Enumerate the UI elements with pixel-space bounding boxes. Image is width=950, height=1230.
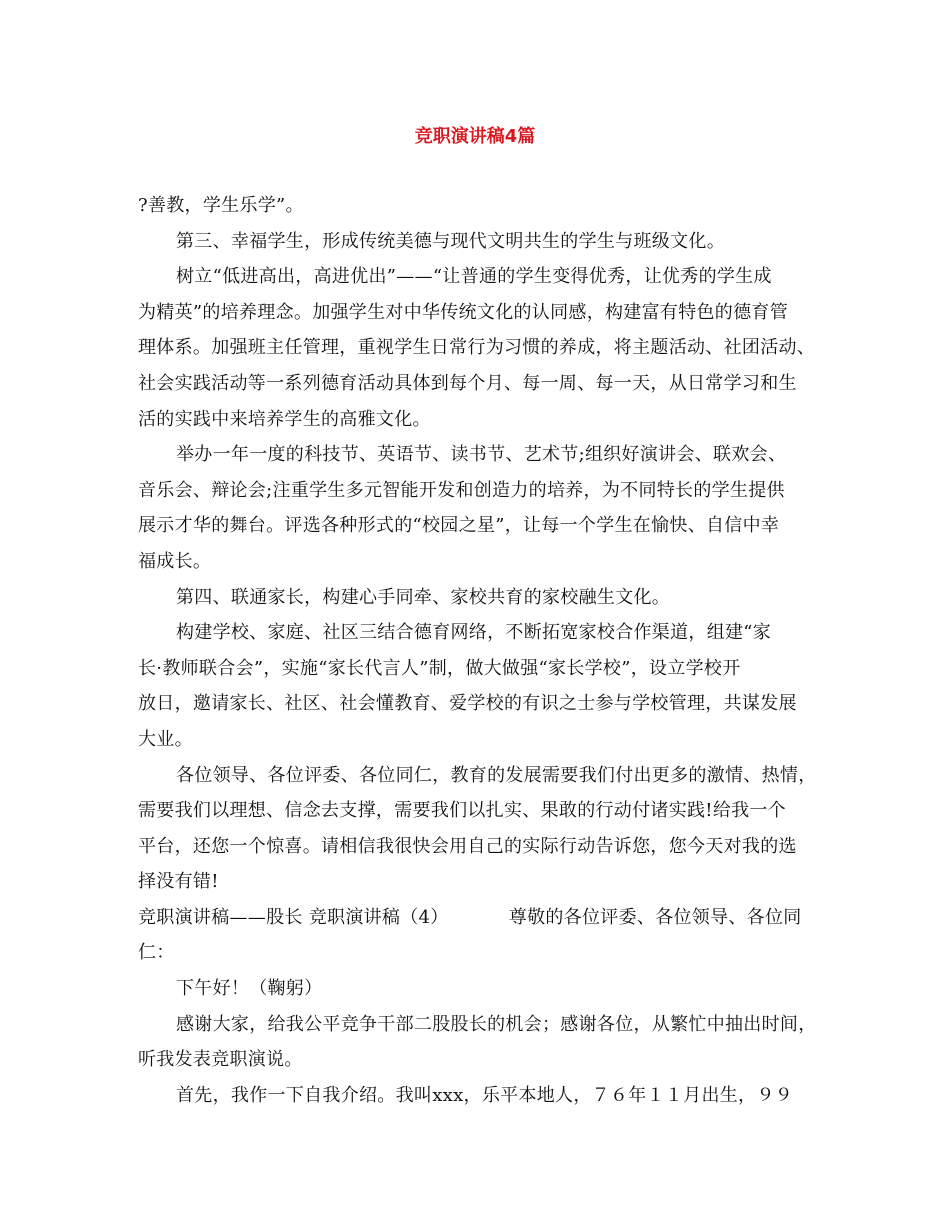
- text-line: 构建学校、家庭、社区三结合德育网络，不断拓宽家校合作渠道，组建“家: [176, 622, 772, 644]
- text-line: 长·教师联合会”，实施“家长代言人”制，做大做强“家长学校”，设立学校开: [138, 657, 741, 679]
- text-line: 感谢大家，给我公平竞争干部二股股长的机会；感谢各位，从繁忙中抽出时间，: [176, 1013, 817, 1035]
- text-line: 需要我们以理想、信念去支撑，需要我们以扎实、果敢的行动付诸实践!给我一个: [138, 800, 787, 822]
- text-line: 仁：: [138, 942, 175, 964]
- document-title: 竞职演讲稿4篇: [414, 126, 536, 147]
- text-line: 福成长。: [138, 550, 212, 572]
- text-line: 首先，我作一下自我介绍。我叫xxx，乐平本地人，７６年１１月出生，９９: [176, 1084, 793, 1106]
- text-line: 展示才华的舞台。评选各种形式的“校园之星”，让每一个学生在愉快、自信中幸: [138, 515, 780, 537]
- text-line: 为精英”的培养理念。加强学生对中华传统文化的认同感，构建富有特色的德育管: [138, 301, 788, 323]
- text-line: 听我发表竞职演说。: [138, 1049, 303, 1071]
- text-line: 社会实践活动等一系列德育活动具体到每个月、每一周、每一天，从日常学习和生: [138, 372, 797, 394]
- text-line: 放日，邀请家长、社区、社会懂教育、爱学校的有识之士参与学校管理，共谋发展: [138, 693, 797, 715]
- text-line: 第四、联通家长，构建心手同牵、家校共育的家校融生文化。: [176, 586, 671, 608]
- text-line: 理体系。加强班主任管理，重视学生日常行为习惯的养成，将主题活动、社团活动、: [138, 337, 816, 359]
- text-line: 竞职演讲稿——股长 竞职演讲稿（4） 尊敬的各位评委、各位领导、各位同: [138, 906, 802, 928]
- text-line: ?善教，学生乐学”。: [138, 195, 304, 216]
- text-line: 大业。: [138, 728, 193, 750]
- text-line: 第三、幸福学生，形成传统美德与现代文明共生的学生与班级文化。: [176, 230, 725, 252]
- document-body: [138, 188, 818, 1113]
- text-line: 举办一年一度的科技节、英语节、读书节、艺术节;组织好演讲会、联欢会、: [176, 444, 787, 466]
- text-line: 择没有错!: [138, 871, 219, 893]
- text-line: 音乐会、辩论会;注重学生多元智能开发和创造力的培养，为不同特长的学生提供: [138, 479, 785, 501]
- text-line: 下午好！（鞠躬）: [176, 978, 323, 1000]
- text-line: 平台，还您一个惊喜。请相信我很快会用自己的实际行动告诉您，您今天对我的选: [138, 835, 797, 857]
- text-line: 树立“低进高出，高进优出”——“让普通的学生变得优秀，让优秀的学生成: [176, 266, 772, 288]
- text-line: 各位领导、各位评委、各位同仁，教育的发展需要我们付出更多的激情、热情，: [176, 764, 817, 786]
- text-line: 活的实践中来培养学生的高雅文化。: [138, 408, 431, 430]
